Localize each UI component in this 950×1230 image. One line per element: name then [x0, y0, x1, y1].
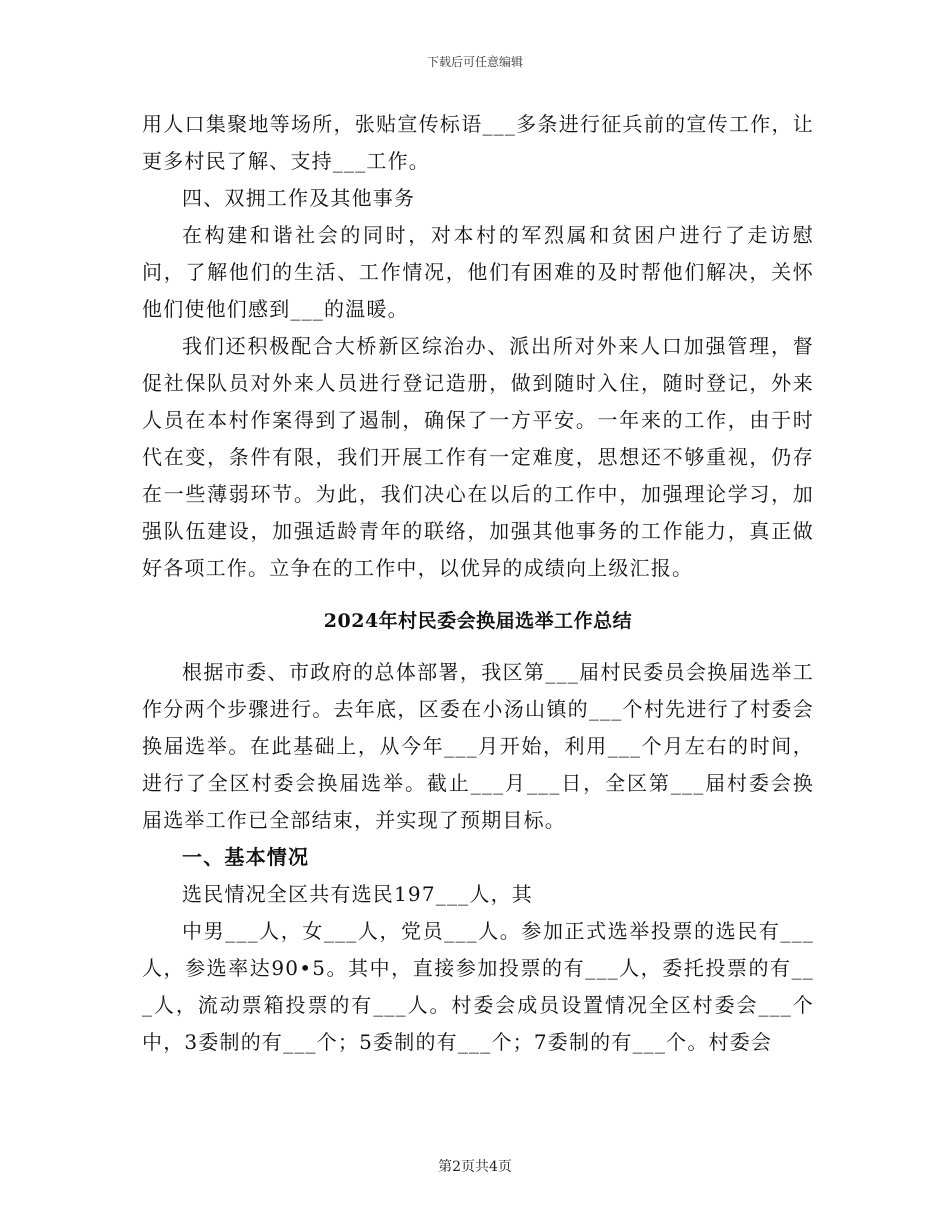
- section-heading-double-support: 四、双拥工作及其他事务: [182, 186, 416, 210]
- paragraph-voters-line: 选民情况全区共有选民197___人，其: [182, 882, 533, 906]
- document-title: 2024年村民委会换届选举工作总结: [323, 610, 633, 632]
- page-footer-number: 第2页共4页: [438, 1159, 512, 1175]
- page-header-note: 下载后可任意编辑: [426, 55, 523, 69]
- paragraph-voters-detail: 中男___人，女___人，党员___人。参加正式选举投票的选民有___人，参选率达90•5。其中，直接参加投票的有___人，委托投票的有___人，流动票箱投票的有___人。村委会成员设置情况全区村委会___个中，3委制的有___个；5委制的有___个；7委制的有___个。村委会: [142, 919, 814, 1054]
- paragraph-management: 我们还积极配合大桥新区综治办、派出所对外来人口加强管理，督促社保队员对外来人员进行登记造册，做到随时入住，随时登记，外来人员在本村作案得到了遏制，确保了一方平安。一年来的工作，由于时代在变，条件有限，我们开展工作有一定难度，思想还不够重视，仍存在一些薄弱环节。为此，我们决心在以后的工作中，加强理论学习，加强队伍建设，加强适龄青年的联络，加强其他事务的工作能力，真正做好各项工作。立争在的工作中，以优异的成绩向上级汇报。: [142, 334, 814, 580]
- document-body: [142, 106, 814, 1061]
- paragraph-visits: 在构建和谐社会的同时，对本村的军烈属和贫困户进行了走访慰问，了解他们的生活、工作情况，他们有困难的及时帮他们解决，关怀他们使他们感到___的温暖。: [142, 223, 814, 321]
- paragraph-propaganda: 用人口集聚地等场所，张贴宣传标语___多条进行征兵前的宣传工作，让更多村民了解、支持___工作。: [142, 112, 814, 173]
- section-heading-basic: 一、基本情况: [182, 845, 310, 869]
- paragraph-intro: 根据市委、市政府的总体部署，我区第___届村民委员会换届选举工作分两个步骤进行。去年底，区委在小汤山镇的___个村先进行了村委会换届选举。在此基础上，从今年___月开始，利用___个月左右的时间，进行了全区村委会换届选举。截止___月___日，全区第___届村委会换届选举工作已全部结束，并实现了预期目标。: [142, 660, 814, 832]
